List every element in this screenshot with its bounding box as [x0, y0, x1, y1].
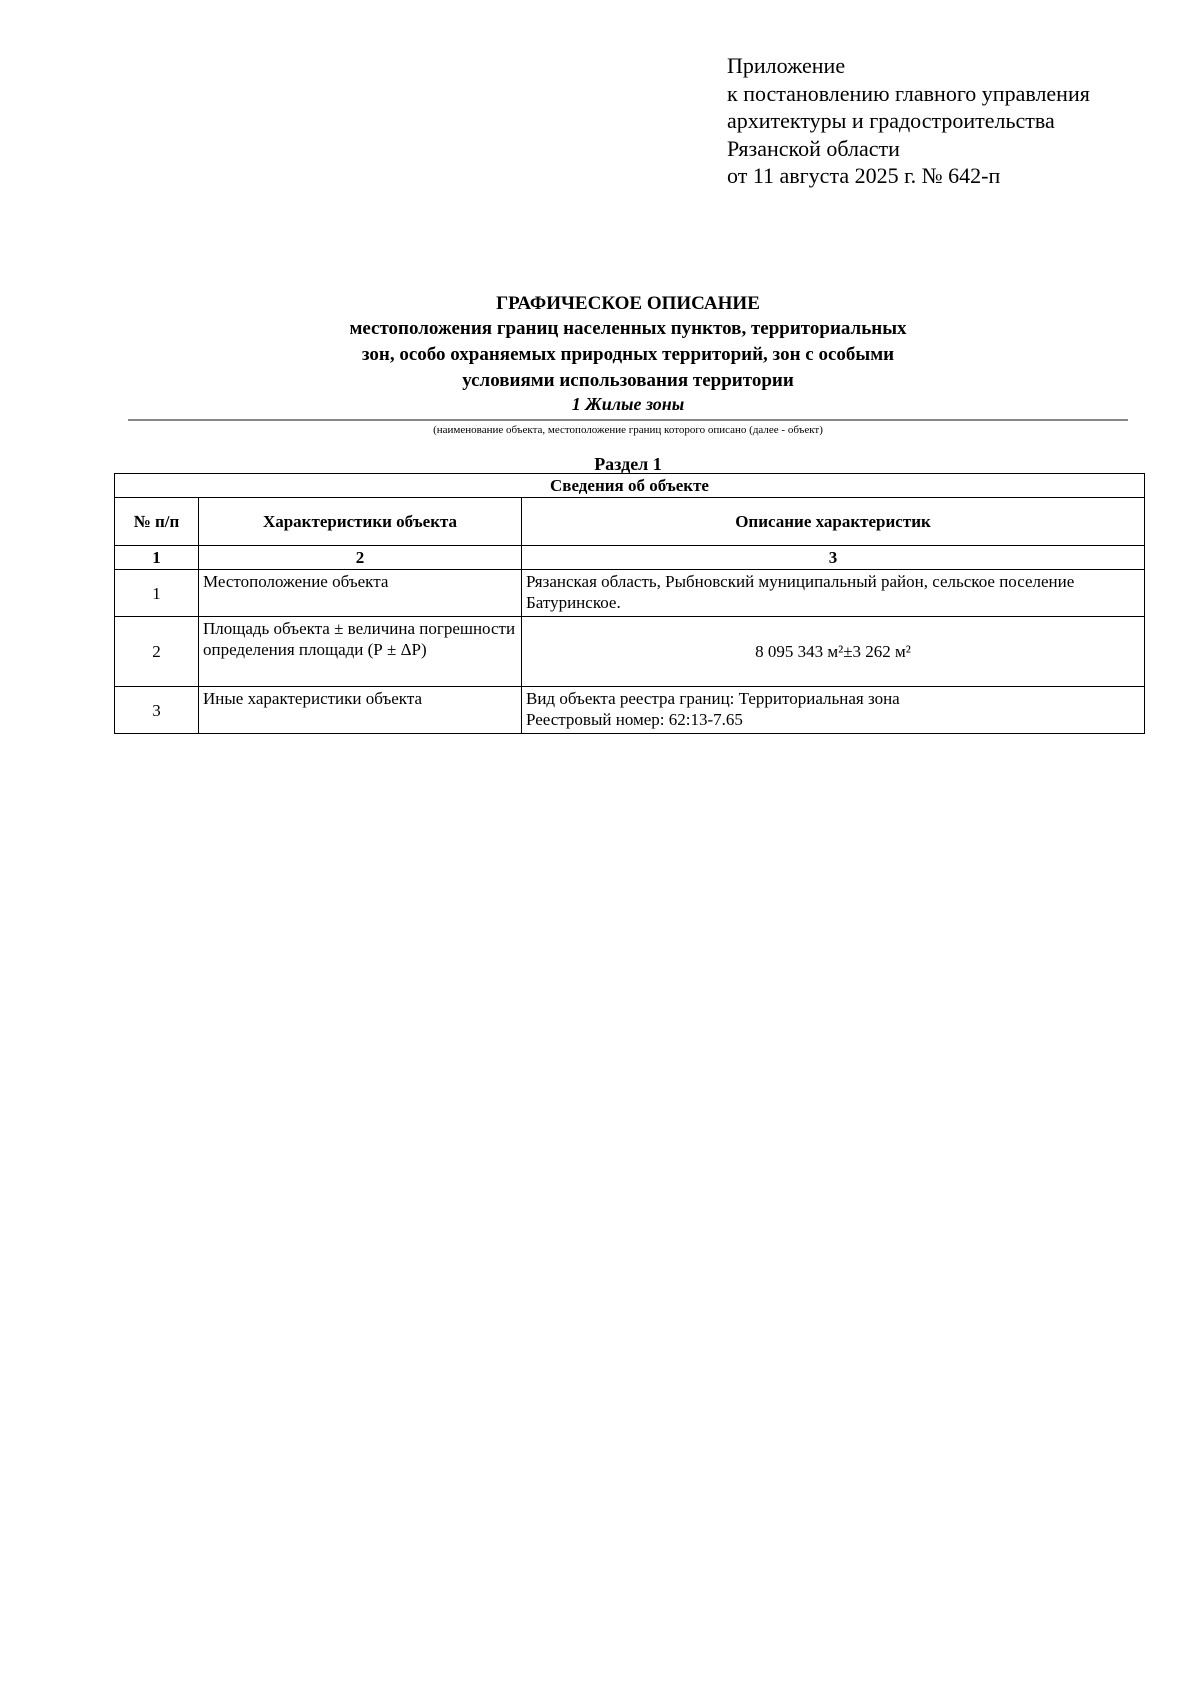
- column-number: 2: [199, 546, 522, 570]
- row-description: [522, 687, 1145, 734]
- appendix-block: [727, 52, 1090, 190]
- table-row: [115, 617, 1145, 687]
- appendix-line: Рязанской области: [727, 135, 900, 161]
- column-number-row: [115, 546, 1145, 570]
- row-description: 8 095 343 м²±3 262 м²: [522, 617, 1145, 687]
- row-description: Рязанская область, Рыбновский муниципальный район, сельское поселение Батуринское.: [522, 570, 1145, 617]
- object-name-underline: [128, 419, 1128, 421]
- document-title-block: [128, 292, 1128, 414]
- row-number: 1: [115, 570, 199, 617]
- table-title-row: [115, 474, 1145, 498]
- row-number: 2: [115, 617, 199, 687]
- row-characteristic: Иные характеристики объекта: [199, 687, 522, 734]
- document-subtitle-line: условиями использования территории: [462, 370, 794, 391]
- table-row: [115, 687, 1145, 734]
- section-title: Раздел 1: [594, 454, 662, 474]
- table-title: Сведения об объекте: [115, 474, 1145, 498]
- object-info-table: [114, 473, 1145, 734]
- row-number: 3: [115, 687, 199, 734]
- row-description-line: Вид объекта реестра границ: Территориальная зона: [526, 689, 900, 708]
- document-title: ГРАФИЧЕСКОЕ ОПИСАНИЕ: [496, 293, 760, 314]
- object-name: 1 Жилые зоны: [571, 394, 685, 414]
- table-row: [115, 570, 1145, 617]
- row-characteristic: Площадь объекта ± величина погрешности определения площади (Р ± ΔР): [199, 617, 522, 687]
- appendix-line: к постановлению главного управления: [727, 80, 1090, 106]
- header-description: Описание характеристик: [522, 498, 1145, 546]
- header-characteristic: Характеристики объекта: [199, 498, 522, 546]
- header-number: № п/п: [115, 498, 199, 546]
- table-header-row: [115, 498, 1145, 546]
- object-caption: (наименование объекта, местоположение границ которого описано (далее - объект): [433, 424, 823, 436]
- appendix-line: от 11 августа 2025 г. № 642-п: [727, 163, 1001, 188]
- appendix-line: архитектуры и градостроительства: [727, 108, 1055, 133]
- row-characteristic: Местоположение объекта: [199, 570, 522, 617]
- row-description-line: Реестровый номер: 62:13-7.65: [526, 710, 743, 729]
- appendix-line: Приложение: [727, 53, 846, 78]
- column-number: 3: [522, 546, 1145, 570]
- document-subtitle-line: местоположения границ населенных пунктов, территориальных: [349, 318, 907, 339]
- column-number: 1: [115, 546, 199, 570]
- document-subtitle-line: зон, особо охраняемых природных территорий, зон с особыми: [361, 344, 895, 365]
